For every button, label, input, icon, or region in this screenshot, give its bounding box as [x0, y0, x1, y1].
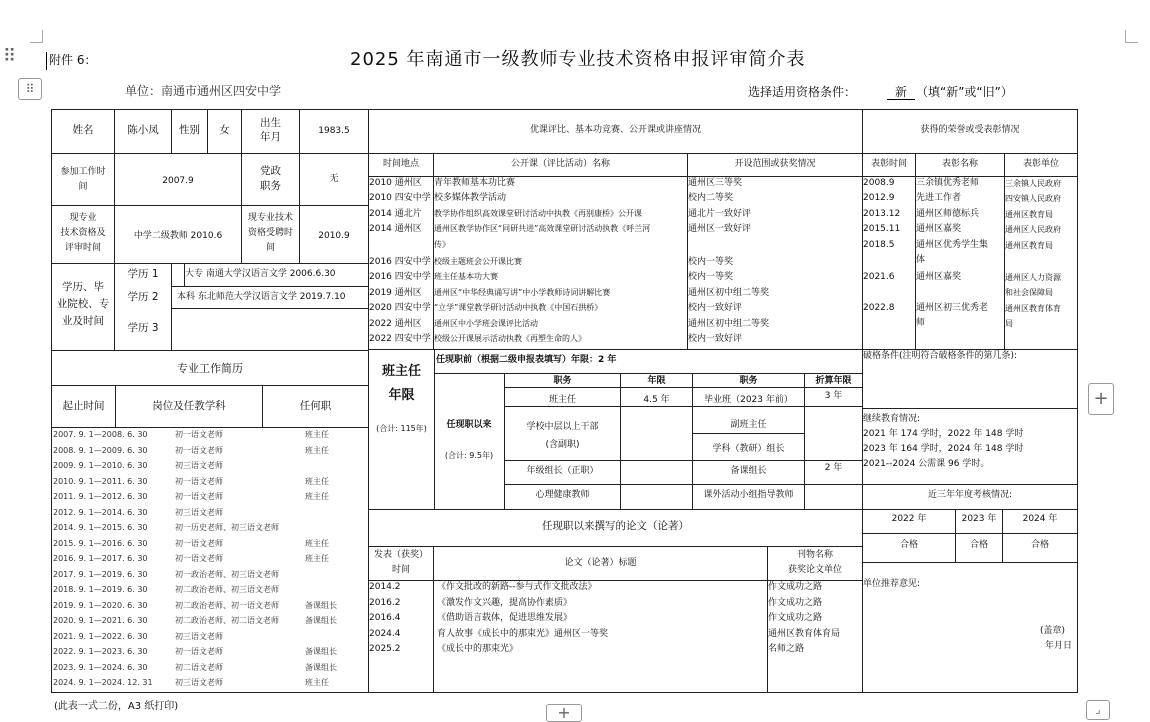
paper-title: 育人故事《成长中的那束光》通州区一等奖	[437, 628, 609, 639]
lesson-name: 通州区中小学班会课评比活动	[434, 319, 538, 328]
continuing-edu-line-3: 2021--2024 公需课 96 学时。	[863, 459, 990, 469]
table-line	[862, 408, 1077, 409]
papers-col-pub: 刊物名称	[796, 550, 833, 560]
ht-r1-post: 班主任	[548, 395, 576, 405]
experience-time: 2010. 9. 1—2011. 6. 30	[53, 476, 148, 486]
experience-post: 初二语文老师	[175, 662, 223, 672]
experience-col-role: 任何职	[299, 400, 332, 412]
table-line	[368, 509, 862, 510]
lessons-col-name: 公开课（评比活动）名称	[510, 159, 610, 169]
experience-title: 专业工作简历	[177, 362, 243, 375]
experience-post: 初三语文老师	[175, 678, 223, 687]
experience-time: 2022. 9. 1—2023. 6. 30	[53, 647, 148, 656]
education-1-value: 大专 南通大学汉语言文学 2006.6.30	[185, 269, 336, 279]
birth-label-2: 年月	[260, 131, 281, 143]
party-value: 无	[329, 174, 339, 184]
condition-value[interactable]: 新	[887, 86, 915, 100]
experience-role: 班主任	[305, 538, 329, 548]
experience-time: 2014. 9. 1—2015. 6. 30	[53, 523, 148, 532]
lesson-time: 2010 四安中学	[369, 193, 431, 203]
headteacher-title-2: 年限	[388, 388, 415, 403]
add-column-button[interactable]: +	[1088, 383, 1114, 415]
experience-post: 初一语文老师	[175, 647, 223, 656]
lesson-name: 班主任基本功大赛	[434, 272, 498, 281]
lesson-time: 2019 通州区	[369, 288, 422, 298]
paper-time: 2024.4	[369, 628, 401, 639]
table-line	[862, 509, 1077, 510]
honor-unit: 通州区人民政府	[1005, 225, 1061, 234]
name-value: 陈小凤	[127, 124, 159, 136]
table-line	[504, 460, 862, 461]
experience-time: 2011. 9. 1—2012. 6. 30	[53, 492, 148, 501]
ht-r4-post: 心理健康教师	[535, 490, 590, 500]
lesson-result: 通州区初中组二等奖	[688, 288, 770, 298]
honor-unit: 四安镇人民政府	[1005, 194, 1061, 203]
birth-label: 出生	[260, 117, 281, 129]
honor-name: 通州区初三优秀老	[916, 303, 989, 313]
lesson-time: 2022 四安中学	[369, 334, 431, 344]
hire-value: 2010.9	[318, 231, 350, 241]
table-line	[1077, 109, 1078, 692]
qualification-label-2: 技术资格及	[60, 228, 106, 238]
paper-pub: 通州区教育体育局	[768, 628, 841, 639]
assessment-result-3: 合格	[1030, 540, 1049, 550]
honor-time: 2012.9	[863, 193, 895, 203]
page-corner-mark	[30, 30, 43, 43]
honor-name: 三余镇优秀老师	[916, 178, 980, 188]
ht-r3-right: 备课组长	[730, 466, 767, 476]
experience-post: 初二政治老师、初二语文老师	[175, 616, 279, 625]
table-line	[504, 406, 862, 407]
gender-label: 性别	[179, 124, 200, 136]
paper-title: 《激发作文兴趣，提高协作素质》	[437, 597, 573, 608]
education-2-value: 本科 东北师范大学汉语言文学 2019.7.10	[177, 292, 346, 302]
table-line	[171, 263, 172, 350]
experience-time: 2015. 9. 1—2016. 6. 30	[53, 538, 148, 548]
table-line	[51, 385, 368, 386]
education-label-3: 业及时间	[62, 315, 104, 327]
lesson-result: 校内一致好评	[688, 303, 743, 313]
lesson-result: 校内一等奖	[688, 272, 734, 282]
ht-r2-right-2: 学科（教研）组长	[712, 444, 785, 454]
lesson-time: 2016 四安中学	[369, 272, 431, 282]
experience-time: 2020. 9. 1—2021. 6. 30	[53, 616, 148, 625]
lesson-result: 通州区初中组二等奖	[688, 319, 770, 329]
lesson-name: 通州区“中华经典诵写讲”中小学教师诗词讲解比赛	[434, 288, 611, 297]
headteacher-before: 任现职前（根据二级申报表填写）年限：2 年	[436, 355, 617, 365]
paper-title: 《作文批改的新路--参与式作文批改法》	[437, 582, 597, 592]
honor-time: 2015.11	[863, 224, 901, 234]
lessons-title: 优课评比、基本功竞赛、公开课或讲座情况	[529, 125, 701, 135]
honor-time: 2022.8	[863, 303, 895, 313]
lesson-time: 2020 四安中学	[369, 303, 431, 313]
experience-col-time: 起止时间	[62, 400, 105, 412]
table-line	[862, 562, 1077, 563]
add-row-button[interactable]: +	[546, 704, 582, 722]
paper-time: 2016.4	[369, 613, 401, 623]
attachment-label: 附件 6：	[49, 53, 97, 67]
ht-col-conv: 折算年限	[815, 376, 852, 386]
papers-col-title: 论文（论著）标题	[564, 558, 637, 568]
headteacher-since-total: (合计: 9.5年)	[444, 451, 494, 460]
gender-value: 女	[219, 124, 230, 136]
honor-unit: 通州区教育体育	[1005, 304, 1061, 313]
table-line	[171, 286, 368, 287]
honor-time: 2018.5	[863, 240, 895, 250]
experience-post: 初一语文老师	[175, 476, 223, 486]
paper-pub: 作文成功之路	[768, 613, 823, 623]
paper-time: 2025.2	[369, 644, 401, 654]
lesson-result: 通州区一致好评	[688, 224, 752, 234]
lesson-name: 校级主题班会公开课比赛	[434, 257, 522, 266]
honors-col-unit: 表彰单位	[1022, 159, 1059, 169]
ht-r1-years: 4.5 年	[643, 395, 670, 405]
experience-time: 2008. 9. 1—2009. 6. 30	[53, 445, 148, 455]
paper-time: 2014.2	[369, 582, 401, 592]
condition-hint: （填“新”或“旧”）	[916, 85, 1013, 99]
honor-unit: 和社会保障局	[1005, 288, 1053, 297]
experience-time: 2018. 9. 1—2019. 6. 30	[53, 585, 148, 594]
ht-col-post-2: 职务	[739, 376, 758, 386]
assessment-result-2: 合格	[969, 540, 988, 550]
work-start-value: 2007.9	[162, 176, 194, 186]
headteacher-title: 班主任	[381, 364, 421, 379]
experience-role: 备课组长	[305, 647, 337, 656]
experience-role: 备课组长	[305, 600, 337, 610]
work-start-label-2: 间	[78, 182, 88, 192]
honor-unit: 通州区教育局	[1005, 210, 1053, 219]
lesson-name: 校多媒体教学活动	[434, 193, 507, 203]
continuing-edu-line-1: 2021 年 174 学时，2022 年 148 学时	[863, 429, 1024, 439]
waiver-label: 破格条件(注明符合破格条件的第几条):	[863, 351, 1018, 361]
honor-name: 通州区嘉奖	[916, 272, 962, 282]
experience-time: 2012. 9. 1—2014. 6. 30	[53, 507, 148, 517]
ht-r1-post-2: 毕业班（2023 年前）	[704, 395, 793, 405]
qualification-value: 中学二级教师 2010.6	[133, 231, 223, 241]
experience-post: 初三语文老师	[175, 507, 223, 517]
ht-col-years: 年限	[647, 376, 666, 386]
honor-unit: 通州区教育局	[1005, 241, 1053, 250]
hire-label: 现专业技术	[247, 213, 293, 223]
ht-r1-conv: 3 年	[824, 391, 843, 401]
table-line	[368, 546, 862, 547]
lesson-name: “立学”课堂教学研讨活动中执教《中国石拱桥》	[434, 303, 603, 312]
table-line	[862, 484, 1077, 485]
experience-role: 班主任	[305, 678, 329, 687]
party-label: 党政	[260, 165, 281, 177]
hire-label-2: 资格受聘时	[247, 228, 293, 238]
ht-r3-post: 年级组长（正职）	[526, 466, 599, 476]
honors-col-time: 表彰时间	[870, 159, 907, 169]
experience-time: 2017. 9. 1—2019. 6. 30	[53, 569, 148, 579]
table-line	[51, 427, 368, 428]
experience-time: 2007. 9. 1—2008. 6. 30	[53, 430, 148, 439]
honor-name: 体	[916, 255, 926, 265]
ht-col-post: 职务	[553, 376, 572, 386]
honor-time: 2013.12	[863, 209, 901, 219]
ht-r4-right: 课外活动小组指导教师	[703, 490, 794, 500]
condition-label: 选择适用资格条件：	[748, 85, 857, 99]
experience-time: 2016. 9. 1—2017. 6. 30	[53, 554, 148, 563]
table-line	[51, 350, 368, 351]
table-line	[368, 349, 862, 350]
education-label: 学历、毕	[62, 281, 104, 293]
honor-time: 2021.6	[863, 272, 895, 282]
honors-col-name: 表彰名称	[941, 159, 978, 169]
hire-label-3: 间	[265, 243, 275, 253]
lessons-col-result: 开设范围或获奖情况	[734, 159, 816, 169]
qualification-label: 现专业	[69, 213, 97, 223]
assessment-result-1: 合格	[899, 540, 918, 550]
lesson-result: 校内二等奖	[688, 193, 734, 203]
paper-title: 《成长中的那束光》	[437, 644, 519, 654]
papers-col-pub-2: 获奖论文单位	[787, 565, 842, 575]
table-line	[862, 153, 1077, 154]
name-label: 姓名	[72, 124, 94, 136]
lesson-time: 2014 通州区	[369, 224, 422, 234]
honor-name: 先进工作者	[916, 193, 962, 203]
headteacher-total: (合计: 115年)	[376, 424, 427, 433]
experience-post: 初一政治老师、初三语文老师	[175, 569, 279, 579]
lesson-result: 通北片一致好评	[688, 209, 752, 219]
assessment-title: 近三年年度考核情况:	[927, 490, 1013, 500]
education-2-label: 学历 2	[127, 291, 159, 303]
paper-pub: 作文成功之路	[768, 582, 823, 592]
qualification-label-3: 评审时间	[64, 243, 101, 253]
papers-col-time: 发表（获奖）	[373, 550, 428, 560]
experience-post: 初一语文老师	[175, 538, 223, 548]
honor-unit: 局	[1005, 319, 1013, 328]
ht-r2-right: 副班主任	[730, 420, 767, 430]
paper-pub: 作文成功之路	[768, 597, 823, 608]
experience-role: 备课组长	[305, 616, 337, 625]
experience-role: 班主任	[305, 445, 329, 455]
experience-post: 初一语文老师	[175, 554, 223, 563]
experience-time: 2023. 9. 1—2024. 6. 30	[53, 662, 148, 672]
lessons-col-time: 时间地点	[382, 159, 419, 169]
experience-time: 2009. 9. 1—2010. 6. 30	[53, 461, 148, 470]
lesson-result: 通州区三等奖	[688, 178, 743, 188]
ht-r3-conv: 2 年	[824, 463, 843, 473]
assessment-year-2: 2023 年	[961, 514, 997, 524]
paper-time: 2016.2	[369, 597, 401, 608]
experience-post: 初一历史老师、初三语文老师	[175, 523, 279, 532]
education-3-label: 学历 3	[127, 322, 159, 334]
continuing-edu-line-2: 2023 年 164 学时，2024 年 148 学时	[863, 444, 1024, 454]
experience-role: 班主任	[305, 476, 329, 486]
footer-note: (此表一式二份，A3 纸打印)	[54, 701, 179, 712]
table-line	[51, 153, 368, 154]
table-line	[51, 109, 1078, 110]
birth-value: 1983.5	[318, 126, 350, 136]
table-line	[368, 153, 862, 154]
table-line	[51, 205, 368, 206]
experience-post: 初一语文老师	[175, 445, 223, 455]
experience-role: 备课组长	[305, 662, 337, 672]
headteacher-since: 任现职以来	[446, 420, 492, 430]
experience-post: 初一语文老师	[175, 430, 223, 439]
table-line	[504, 484, 862, 485]
lesson-result: 校内一等奖	[688, 257, 734, 267]
table-line	[51, 692, 1078, 693]
ht-r2-post: 学校中层以上干部	[526, 422, 599, 432]
lesson-result: 校内一致好评	[688, 334, 743, 344]
honor-time: 2008.9	[863, 178, 895, 188]
education-1-label: 学历 1	[127, 268, 159, 280]
resize-handle-icon[interactable]: ⌟	[1086, 700, 1110, 720]
lesson-time: 2010 通州区	[369, 178, 422, 188]
assessment-year-3: 2024 年	[1022, 514, 1058, 524]
unit-label: 单位：南通市通州区四安中学	[125, 84, 282, 98]
experience-post: 初一语文老师	[175, 492, 223, 501]
lesson-name: 教学协作组织高效课堂研讨活动中执教《再别康桥》公开课	[434, 209, 642, 218]
continuing-edu-title: 继续教育情况:	[863, 414, 921, 424]
honors-title: 获得的荣誉或受表彰情况	[920, 125, 1020, 135]
table-line	[299, 109, 300, 205]
experience-time: 2019. 9. 1—2020. 6. 30	[53, 600, 148, 610]
experience-time: 2021. 9. 1—2022. 6. 30	[53, 631, 148, 641]
experience-role: 班主任	[305, 430, 329, 439]
lesson-time: 2022 通州区	[369, 319, 422, 329]
honor-unit: 三余镇人民政府	[1005, 179, 1061, 188]
honor-name: 通州区优秀学生集	[916, 240, 989, 250]
page-title: 2025 年南通市一级教师专业技术资格申报评审简介表	[350, 49, 806, 70]
papers-title: 任现职以来撰写的论文（论著）	[542, 520, 689, 532]
experience-post: 初二政治老师、初三语文老师	[175, 585, 279, 594]
recommend-label: 单位推荐意见:	[863, 579, 921, 589]
drag-handle-icon[interactable]: ⠿	[3, 46, 17, 67]
table-line	[171, 308, 368, 309]
papers-col-time-2: 时间	[391, 565, 410, 575]
table-line	[434, 373, 862, 374]
table-line	[862, 533, 1077, 534]
experience-post: 初三语文老师	[175, 461, 223, 470]
table-line	[504, 387, 862, 388]
experience-col-post: 岗位及任教学科	[152, 400, 226, 412]
assessment-year-1: 2022 年	[891, 514, 927, 524]
honor-name: 通州区嘉奖	[916, 224, 962, 234]
experience-post: 初二政治老师、初一语文老师	[175, 600, 279, 610]
experience-role: 班主任	[305, 492, 329, 501]
table-line	[51, 263, 368, 264]
experience-time: 2024. 9. 1—2024. 12. 31	[53, 678, 153, 687]
lesson-name: 青年教师基本功比赛	[434, 178, 516, 188]
recommend-seal: (盖章)	[1040, 626, 1066, 636]
honor-name: 通州区师德标兵	[916, 209, 980, 219]
honor-name: 师	[916, 318, 926, 328]
table-line	[692, 433, 804, 434]
text-cursor	[46, 52, 47, 70]
lesson-name: 校级公开课展示活动执教《再塑生命的人》	[434, 334, 586, 343]
paper-pub: 名师之路	[768, 644, 805, 654]
paper-title: 《借助语言载体，促进思维发展》	[437, 613, 573, 623]
party-label-2: 职务	[260, 180, 281, 192]
experience-role: 班主任	[305, 554, 329, 563]
recommend-date: 年月日	[1045, 641, 1073, 651]
lesson-time: 2014 通北片	[369, 209, 422, 219]
honor-unit: 通州区人力资源	[1005, 273, 1061, 282]
experience-post: 初三语文老师	[175, 631, 223, 641]
lesson-name: 传》	[434, 240, 450, 249]
education-label-2: 业院校、专	[56, 298, 110, 310]
table-move-button[interactable]: ⠿	[18, 78, 42, 100]
page-corner-mark	[1125, 30, 1138, 43]
lesson-time: 2016 四安中学	[369, 257, 431, 267]
ht-r2-post-2: (含副职)	[545, 440, 580, 450]
work-start-label: 参加工作时	[60, 167, 106, 177]
lesson-name: 通州区教学协作区“同研共进”高效课堂研讨活动执教《呼兰河	[434, 224, 651, 233]
